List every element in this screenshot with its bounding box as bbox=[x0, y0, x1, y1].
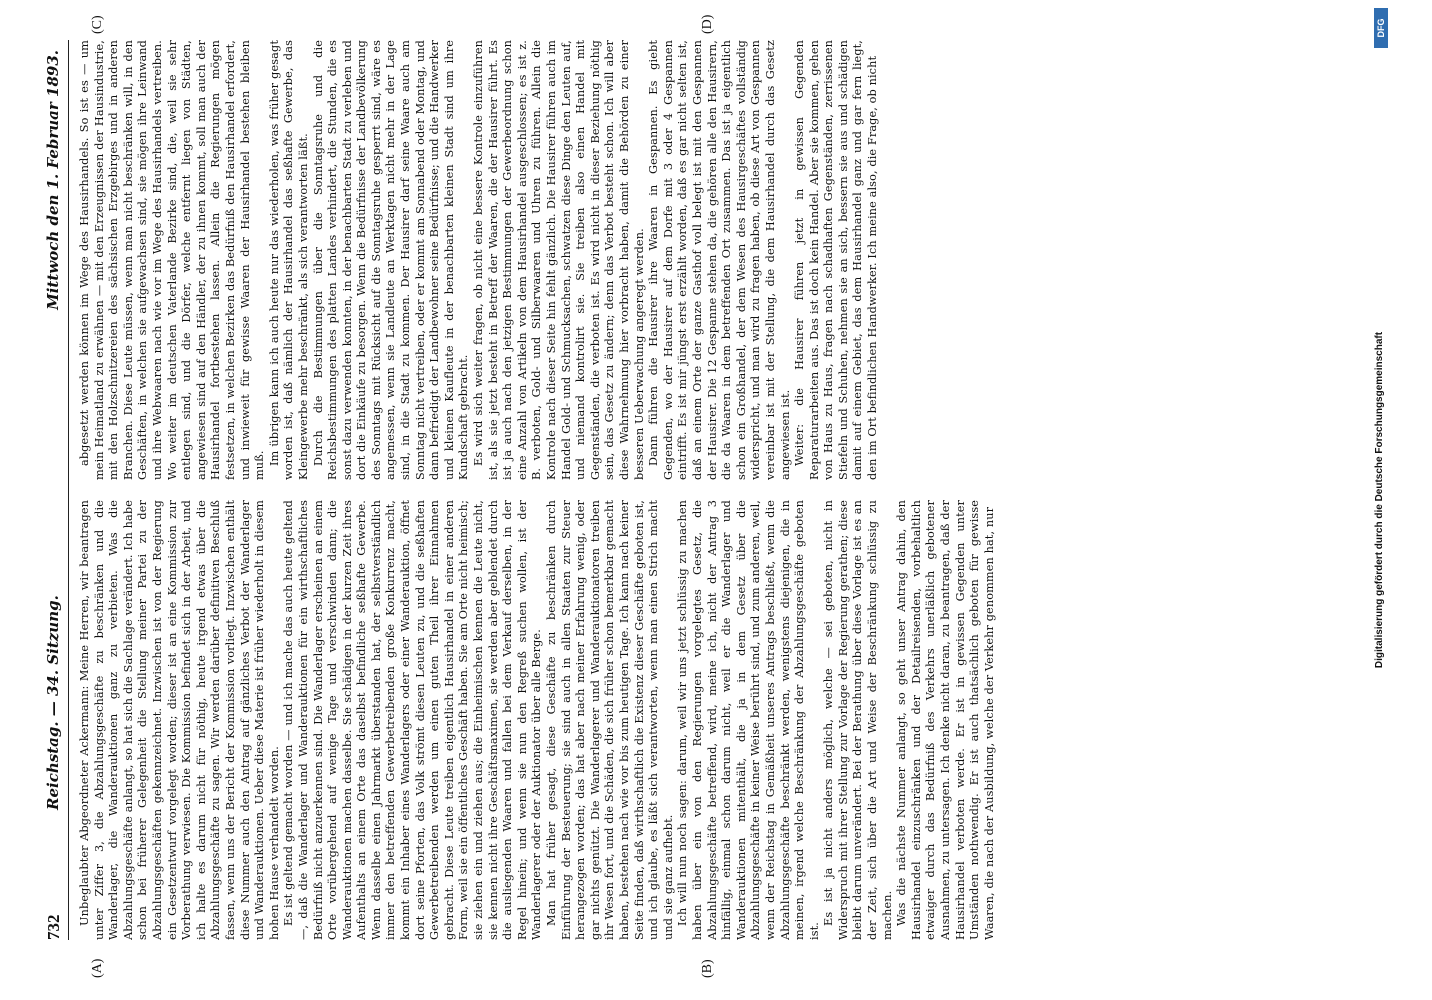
page-header bbox=[38, 40, 69, 940]
paragraph: Es ist ja nicht anders möglich, welche — sei geboten, nicht in Widerspruch mit ihrer Stellung zur Vorlage der Regierung gerathen; diese bleibt darum unverändert. Bei der Berathung über diese Vorlage ist es an der Zeit, sich über die Art und Weise der Beschränkung schlüssig zu machen. bbox=[822, 500, 894, 940]
paragraph: Ich will nun noch sagen: darum, weil wir uns jetzt schlüssig zu machen haben über ein von den Regierungen vorgelegtes Gesetz, die Abzahlungsgeschäfte betreffend, wird, meine ich, nicht der Antrag 3 hinfällig, einmal schon darum nicht, weil er die Wanderlager und Wanderauktionen mitenthält, die ja in dem Gesetz über die Abzahlungsgeschäfte in keiner Weise berührt sind, und zum anderen, weil, wenn der Reichstag in Gemäßheit unseres Antrags beschließt, wenn die Abzahlungsgeschäfte beschränkt werden, wenigstens diejenigen, die in meinen, irgend welche Beschränkung der Abzahlungsgeschäfte geboten ist. bbox=[676, 500, 821, 940]
paragraph: Dann führen die Hausirer ihre Waaren in Gespannen. Es giebt Gegenden, wo der Hausirer auf dem Dorfe mit 3 oder 4 Gespannen eintrifft. Es ist mir jüngst erst erzählt worden, daß es gar nicht selten ist, daß an einem Orte der ganze Gasthof voll belegt ist mit den Gespannen der Hausirer. Die 12 Gespanne stehen da, die gehören alle den Hausirern, die da Waaren in dem betreffenden Ort zusammen. Das ist ja eigentlich schon ein Großhandel, der dem Wesen des Hausirgeschäftes vollständig widerspricht, und man wird zu fragen haben, ob diese Art von Gespannen vereinbar ist mit der Stellung, die dem Hausirhandel durch das Gesetz angewiesen ist. bbox=[647, 40, 792, 480]
paragraph: Durch die Bestimmungen über die Sonntagsruhe und die Reichsbestimmungen des platten Landes verhindert, die Stunden, die es sonst dazu verwenden konnten, in der benachbarten Stadt zu verleben und dort die Einkäufe zu besorgen. Wenn die Bedürfnisse der Landbevölkerung des Sonntags mit Rücksicht auf die Sonntagsruhe gesperrt sind, wäre es angemessen, wenn sie Landleute an Werktagen nicht mehr in der Lage sind, in die Stadt zu kommen. Der Hausirer darf seine Waare auch am Sonntag nicht vertreiben, oder er kommt am Sonnabend oder Montag, und dann befriedigt der Landbewohner seine Bedürfnisse; und die Handwerker und kleinen Kaufleute in der benachbarten kleinen Stadt sind um ihre Kundschaft gebracht. bbox=[311, 40, 471, 480]
left-text-column bbox=[78, 500, 1358, 940]
margin-mark-c: (C) bbox=[90, 15, 105, 34]
paragraph: Man hat früher gesagt, diese Geschäfte zu beschränken durch Einführung der Besteuerung; sie sind auch in allen Staaten zur Steuer herangezogen worden; das hat aber nach meiner Erfahrung wenig, oder gar nichts genützt. Die Wanderlagerer und Wanderauktionatoren treiben ihr Wesen fort, und die Schäden, die sich früher schon bemerkbar gemacht haben, bestehen nach wie vor bis zum heutigen Tage. Ich kann nach keiner Seite finden, daß wirthschaftlich die Existenz dieser Geschäfte geboten ist, und ich glaube, es läßt sich verantworten, wenn man einen Strich macht und sie ganz aufhebt. bbox=[545, 500, 675, 940]
margin-mark-d: (D) bbox=[700, 14, 715, 34]
margin-mark-a: (A) bbox=[90, 958, 105, 978]
right-text-column bbox=[78, 40, 1358, 480]
paragraph: abgesetzt werden können im Wege des Hausirhandels. So ist es — um mein Heimatland zu erwähnen — mit den Erzeugnissen der Hausindustrie, mit den Holzschnitzereien des sächsischen Erzgebirges und in anderen Branchen. Diese Leute müssen, wenn man nicht beschränken will, in den Geschäften, in welchen sie aufgewachsen sind, sie mögen ihre Leinwand und ihre Webwaaren nach wie vor im Wege des Hausirhandels vertreiben. Wo weiter im deutschen Vaterlande Bezirke sind, die, weil sie sehr entlegen sind, und die Dörfer, welche entfernt liegen von Städten, angewiesen sind auf den Händler, der zu ihnen kommt, soll man auch der Hausirhandel fortbestehen lassen. Allein die Regierungen mögen festsetzen, in welchen Bezirken das Bedürfniß den Hausirhandel erfordert, und inwieweit für gewisse Waaren der Hausirhandel bestehen bleiben muß. bbox=[78, 40, 267, 480]
right-running-title: Mittwoch den 1. Februar 1893. bbox=[44, 50, 62, 310]
paragraph: Es ist geltend gemacht worden — und ich mache das auch heute geltend —, daß die Wanderlager und Wanderauktionen für ein wirthschaftliches Bedürfniß nicht anzuerkennen sind. Die Wanderlager erscheinen an einem Orte vorübergehend auf wenige Tage und verschwinden dann; die Wanderauktionen machen dasselbe. Sie schädigen in der kurzen Zeit ihres Aufenthalts an einem Orte das daselbst befindliche seßhafte Gewerbe. Wenn dasselbe einen Jahrmarkt überstanden hat, der selbstverständlich immer den betreffenden Gewerbetreibenden große Konkurrenz macht, kommt ein Inhaber eines Wanderlagers oder einer Wanderauktion, öffnet dort seine Pforten, das Volk strömt diesen Leuten zu, und die seßhaften Gewerbetreibenden werden um einen guten Theil ihrer Einnahmen gebracht. Diese Leute treiben eigentlich Hausirhandel in einer anderen Form, weil sie ein öffentliches Geschäft haben. Sie am Orte nicht heimisch; sie ziehen ein und ziehen aus; die Einheimischen kennen die Leute nicht, sie kennen nicht ihre Geschäftsmaximen, sie werden aber geblendet durch die ausliegenden Waaren und fallen bei dem Verkauf derselben, in der Regel hinein; und wenn sie nun den Regreß suchen wollen, ist der Wanderlagerer oder der Auktionator über alle Berge. bbox=[282, 500, 544, 940]
paragraph: Was die nächste Nummer anlangt, so geht unser Antrag dahin, den Hausirhandel einzuschränken und der Detailreisenden, vorbehaltlich etwaiger durch das Bedürfniß des Verkehrs unerläßlich gebotener Ausnahmen, zu untersagen. Ich denke nicht daran, zu beantragen, daß der Hausirhandel verboten werde. Er ist in gewissen Gegenden unter Umständen nothwendig. Er ist auch thatsächlich geboten für gewisse Waaren, die nach der Ausbildung, welche der Verkehr genommen hat, nur bbox=[895, 500, 996, 940]
paragraph: Im übrigen kann ich auch heute nur das wiederholen, was früher gesagt worden ist, daß nämlich der Hausirhandel das seßhafte Gewerbe, das Kleingewerbe mehr beschränkt, als sich verantworten läßt. bbox=[267, 40, 310, 480]
dfg-logo: DFG bbox=[1374, 8, 1388, 48]
paragraph: Es wird sich weiter fragen, ob nicht eine bessere Kontrole einzuführen ist, als sie jetzt besteht in Betreff der Waaren, die der Hausirer führt. Es ist ja auch nach den jetzigen Bestimmungen der Gewerbeordnung schon eine Anzahl von Artikeln von dem Hausirhandel ausgeschlossen; es ist z. B. verboten, Gold- und Silberwaaren und Uhren zu führen. Allein die Kontrole nach dieser Seite hin fehlt gänzlich. Die Hausirer führen auch im Handel Gold- und Schmucksachen, schwatzen diese Dinge den Leuten auf, und niemand kontrolirt sie. Sie treiben also einen Handel mit Gegenständen, die verboten ist. Es wird nicht in dieser Beziehung nöthig sein, das Gesetz zu ändern; denn das Verbot besteht schon. Ich will aber diese Wahrnehmung hier vorbracht haben, damit die Behörden zu einer besseren Ueberwachung angeregt werden. bbox=[472, 40, 646, 480]
paragraph: Weiter: die Hausirer führen jetzt in gewissen Gegenden Reparaturarbeiten aus. Das ist doch kein Handel. Aber sie kommen, gehen von Haus zu Haus, fragen nach schadhaften Gegenständen, zerrissenen Stiefeln und Schuhen, nehmen sie an sich, bessern sie aus und schädigen damit auf einem Gebiet, das dem Hausirhandel ganz und gar fern liegt, den im Ort befindlichen Handwerker. Ich meine also, die Frage, ob nicht bbox=[793, 40, 880, 480]
paragraph: Unbeglaubter Abgeordneter Ackermann: Meine Herren, wir beantragen unter Ziffer 3, die Abzahlungsgeschäfte zu beschränken und die Wanderlager, die Wanderauktionen ganz zu verbieten. Was die Abzahlungsgeschäfte anlangt, so hat sich die Sachlage verändert. Ich habe schon bei früherer Gelegenheit die Stellung meiner Partei zu der Abzahlungsgeschäften gekennzeichnet. Inzwischen ist von der Regierung ein Gesetzentwurf vorgelegt worden; dieser ist an eine Kommission zur Vorberathung verwiesen. Die Kommission befindet sich in der Arbeit, und ich halte es darum nicht für nöthig, heute irgend etwas über die Abzahlungsgeschäfte zu sagen. Wir werden darüber definitiven Beschluß fassen, wenn uns der Bericht der Kommission vorliegt. Inzwischen enthält diese Nummer auch den Antrag auf gänzliches Verbot der Wanderlager und Wanderauktionen. Ueber diese Materie ist früher wiederholt in diesem hohen Hause verhandelt worden. bbox=[78, 500, 281, 940]
left-running-title: Reichstag. — 34. Sitzung. bbox=[44, 595, 62, 810]
credit-text: Digitalisierung gefördert durch die Deutsche Forschungsgemeinschaft bbox=[1374, 331, 1385, 669]
margin-mark-b: (B) bbox=[700, 959, 715, 978]
page-number: 732 bbox=[44, 914, 63, 940]
digitization-credit bbox=[1374, 0, 1390, 1000]
